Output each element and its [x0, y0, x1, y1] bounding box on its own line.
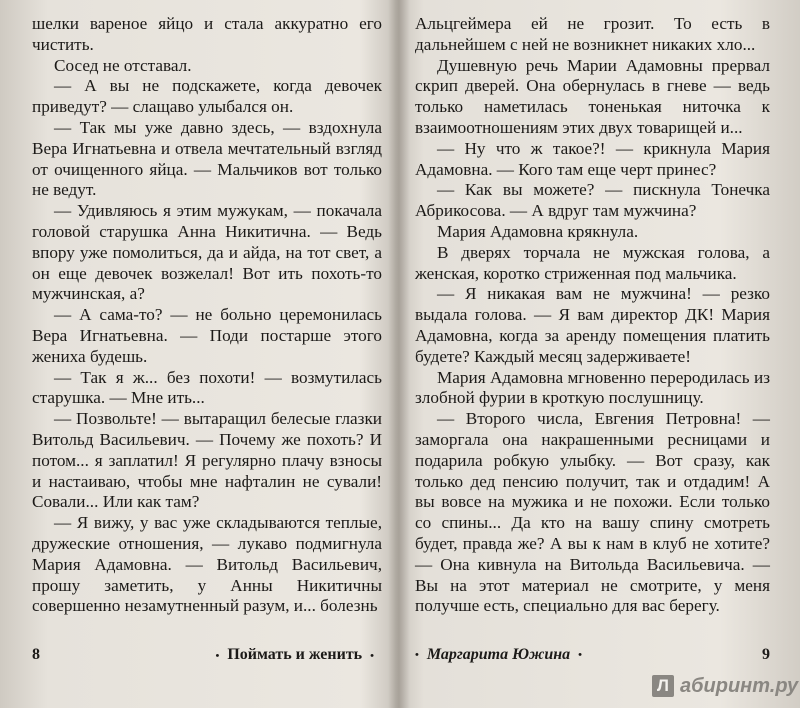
- paragraph: — Как вы можете? — пискнула Тонечка Абрикосова. — А вдруг там мужчина?: [415, 180, 770, 221]
- page-number: 9: [762, 646, 770, 663]
- paragraph: Сосед не отставал.: [54, 55, 192, 75]
- paragraph: В дверях торчала не мужская голова, а женская, коротко стриженная под мальчика.: [415, 242, 770, 283]
- paragraph: — Второго числа, Евгения Петровна! — заморгала она накрашенными ресницами и подарила робкую улыбку. — Вот сразу, как только дед пенсию получит, так и отдадим! А вы вовсе на мужика и не похожи. Если только со спины... Да кто на вашу спину смотреть будет, правда же? А вы к нам в клуб не хотите? — Она кивнула на Витольда Васильевича. — Вы на этот материал не смотрите, у меня получше есть, специально для вас берегу.: [415, 409, 770, 616]
- footer-separator: •: [578, 649, 582, 661]
- paragraph: Душевную речь Марии Адамовны прервал скрип дверей. Она обернулась в гневе — ведь только наметилась тоненькая ниточка к взаимоотношениям этих двух товарищей и...: [415, 55, 770, 137]
- page-number: 8: [32, 646, 40, 663]
- paragraph: — А вы не подскажете, когда девочек приведут? — слащаво улыбался он.: [32, 76, 382, 117]
- right-page-footer: [415, 646, 770, 664]
- book-author: Маргарита Южина: [426, 646, 571, 663]
- left-page-footer: [32, 646, 382, 664]
- paragraph: шелки вареное яйцо и стала аккуратно его чистить.: [32, 14, 382, 54]
- watermark-text: абиринт.ру: [680, 674, 799, 697]
- paragraph: Мария Адамовна крякнула.: [437, 221, 639, 241]
- footer-separator: •: [370, 650, 374, 662]
- footer-separator: •: [215, 650, 220, 662]
- paragraph: — Позвольте! — вытаращил белесые глазки Витольд Васильевич. — Почему же похоть? И потом... я заплатил! Я регулярно плачу взносы и настаиваю, чтобы мне нафталин не сували! Совали... Или как там?: [32, 409, 382, 512]
- right-page: [415, 14, 770, 617]
- labirint-watermark: [652, 674, 798, 698]
- book-gutter: [388, 0, 410, 708]
- paragraph: — Ну что ж такое?! — крикнула Мария Адамовна. — Кого там еще черт принес?: [415, 138, 770, 179]
- footer-separator: •: [415, 649, 419, 661]
- paragraph: Мария Адамовна мгновенно переродилась из злобной фурии в кроткую послушницу.: [415, 367, 770, 408]
- paragraph: Альцгеймера ей не грозит. То есть в дальнейшем с ней не возникнет никаких хло...: [415, 14, 770, 54]
- paragraph: — Удивляюсь я этим мужукам, — покачала головой старушка Анна Никитична. — Ведь впору уже помолиться, да и айда, на тот свет, а он еще девочек возжелал! Вот ить похоть-то мужчинская, а?: [32, 201, 382, 304]
- left-page: [32, 14, 382, 617]
- labirint-logo-icon: Л: [652, 675, 674, 697]
- book-title: Поймать и женить: [227, 646, 363, 663]
- paragraph: — Так я ж... без похоти! — возмутилась старушка. — Мне ить...: [32, 367, 382, 408]
- paragraph: — Я вижу, у вас уже складываются теплые, дружеские отношения, — лукаво подмигнула Мария Адамовна. — Витольд Васильевич, прошу заметить, у Анны Никитичны совершенно незамутненный разум, и... болезнь: [32, 513, 382, 616]
- running-title: [207, 646, 382, 664]
- paragraph: — А сама-то? — не больно церемонилась Вера Игнатьевна. — Поди постарше этого жениха будешь.: [32, 305, 382, 366]
- paragraph: — Так мы уже давно здесь, — вздохнула Вера Игнатьевна и отвела мечтательный взгляд от очищенного яйца. — Мальчиков вот только не ведут.: [32, 117, 382, 200]
- paragraph: — Я никакая вам не мужчина! — резко выдала голова. — Я вам директор ДК! Мария Адамовна, когда за аренду помещения платить будете? Каждый месяц задерживаете!: [415, 284, 770, 366]
